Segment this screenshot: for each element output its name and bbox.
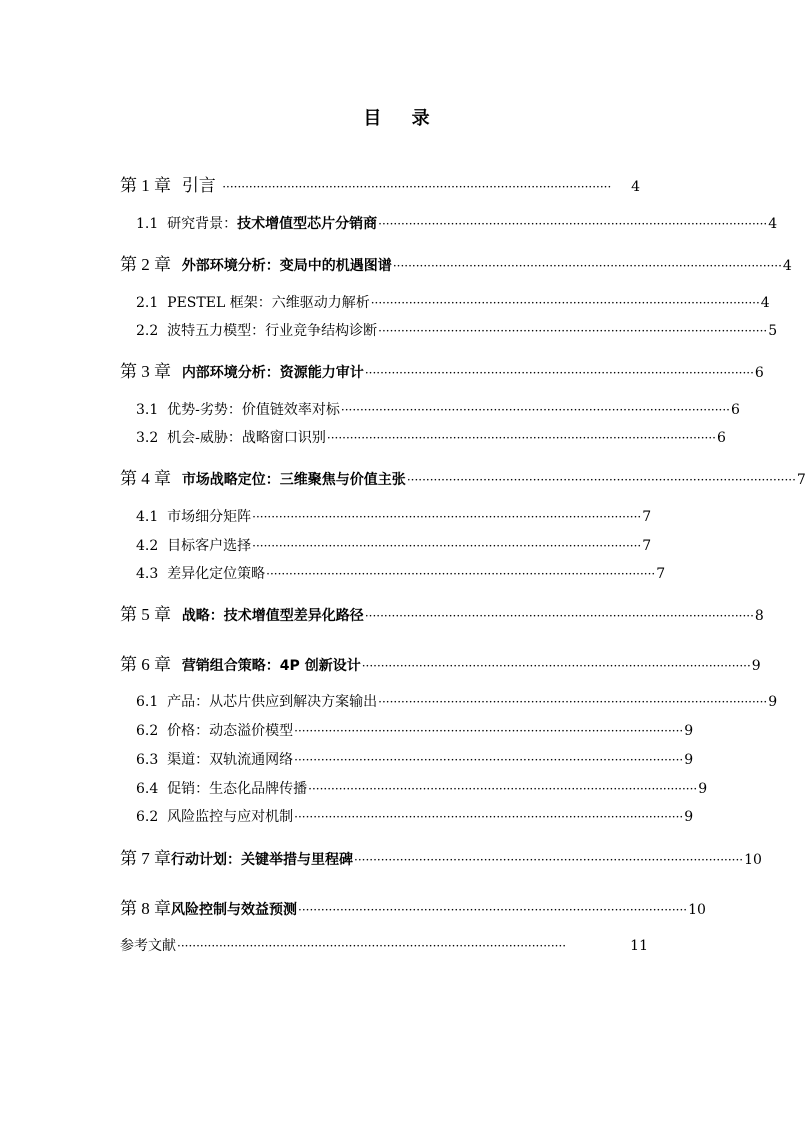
section-title: 渠道：双轨流通网络: [167, 752, 294, 768]
page-number: 6: [716, 430, 726, 446]
section-title: 机会-威胁：战略窗口识别: [167, 430, 326, 446]
toc-entry-section-6-2[interactable]: [136, 720, 694, 740]
page-number: 9: [768, 694, 778, 710]
toc-entry-chapter-8[interactable]: [120, 894, 706, 919]
section-number: 6.2: [136, 809, 159, 825]
section-title: PESTEL 框架：六维驱动力解析: [167, 295, 370, 311]
page-number: 9: [751, 658, 761, 674]
chapter-title: 内部环境分析：资源能力审计: [181, 365, 364, 381]
section-number: 4.2: [136, 538, 159, 554]
dot-leader: ······································································································: [378, 324, 768, 338]
section-title: 差异化定位策略: [167, 566, 266, 582]
entry-label: [120, 894, 297, 919]
entry-label: [136, 213, 377, 233]
entry-label: [120, 171, 221, 196]
section-number: 6.2: [136, 723, 159, 739]
dot-leader: ······································································································: [378, 217, 768, 231]
page-number: 8: [754, 608, 764, 624]
page-number: 7: [642, 509, 652, 525]
toc-entry-section-2-1[interactable]: [136, 292, 770, 312]
page-number: 11: [630, 938, 648, 954]
dot-leader: ······································································································: [406, 473, 796, 487]
dot-leader: ······································································································: [252, 510, 642, 524]
chapter-number: 第 5 章: [120, 605, 171, 624]
section-number: 6.3: [136, 752, 159, 768]
toc-entry-chapter-5[interactable]: [120, 600, 764, 625]
page-number: 7: [656, 566, 666, 582]
toc-entry-section-6-1[interactable]: [136, 691, 778, 711]
entry-label: [136, 778, 307, 798]
page-number: 6: [730, 402, 740, 418]
toc-entry-section-6-3[interactable]: [136, 749, 694, 769]
dot-leader: ······································································································: [308, 782, 698, 796]
dot-leader: ······································································································: [378, 695, 768, 709]
entry-label: [120, 650, 361, 675]
page-number: 4: [782, 258, 792, 274]
page-number: 4: [631, 179, 640, 195]
dot-leader: ······································································································: [364, 366, 754, 380]
chapter-number: 第 8 章: [120, 899, 171, 918]
section-number: 3.1: [136, 402, 159, 418]
entry-label: [136, 292, 370, 312]
toc-entry-section-6-2-risk[interactable]: [136, 806, 694, 826]
dot-leader: ······································································································: [252, 539, 642, 553]
dot-leader: ······································································································: [294, 753, 684, 767]
toc-entry-chapter-1[interactable]: [120, 171, 640, 196]
section-number: 2.1: [136, 295, 159, 311]
page-number: 10: [688, 902, 706, 918]
section-number: 4.3: [136, 566, 159, 582]
page-number: 9: [684, 752, 694, 768]
toc-entry-chapter-6[interactable]: [120, 650, 761, 675]
entry-label: [136, 320, 377, 340]
toc-entry-section-3-1[interactable]: [136, 399, 740, 419]
section-title: 价格：动态溢价模型: [167, 723, 294, 739]
chapter-number: 第 3 章: [120, 362, 171, 381]
dot-leader: ······································································································: [340, 403, 730, 417]
entry-label: [136, 563, 265, 583]
section-number: 6.4: [136, 781, 159, 797]
entry-label: [136, 506, 251, 526]
dot-leader: ······································································································: [354, 853, 744, 867]
page-number: 9: [684, 723, 694, 739]
entry-label: [136, 806, 293, 826]
chapter-title: 行动计划：关键举措与里程碑: [171, 852, 353, 868]
toc-entry-chapter-2[interactable]: [120, 250, 792, 275]
entry-label: [136, 749, 293, 769]
entry-label: [120, 935, 176, 955]
dot-leader: ······································································································: [294, 724, 684, 738]
toc-entry-references[interactable]: [120, 935, 648, 955]
entry-label: [136, 691, 377, 711]
page-number: 4: [768, 216, 778, 232]
chapter-title: 外部环境分析：变局中的机遇图谱: [181, 258, 392, 274]
toc-entry-section-1-1[interactable]: [136, 213, 778, 233]
chapter-title: 营销组合策略：4P 创新设计: [181, 658, 361, 674]
entry-label: [120, 250, 392, 275]
page-number: 4: [760, 295, 770, 311]
entry-label: [120, 464, 406, 489]
page-number: 9: [698, 781, 708, 797]
chapter-number: 第 4 章: [120, 469, 171, 488]
page-number: 6: [754, 365, 764, 381]
section-number: 2.2: [136, 323, 159, 339]
chapter-number: 第 2 章: [120, 255, 171, 274]
chapter-title: 市场战略定位：三维聚焦与价值主张: [181, 472, 406, 488]
references-title: 参考文献: [120, 938, 176, 954]
dot-leader: ······································································································: [294, 810, 684, 824]
section-number: 4.1: [136, 509, 159, 525]
page-number: 5: [768, 323, 778, 339]
toc-entry-section-4-2[interactable]: [136, 535, 652, 555]
dot-leader: ······································································································: [364, 609, 754, 623]
toc-entry-section-2-2[interactable]: [136, 320, 778, 340]
section-title: 促销：生态化品牌传播: [167, 781, 308, 797]
toc-entry-chapter-7[interactable]: [120, 844, 762, 869]
entry-label: [120, 357, 364, 382]
section-title: 产品：从芯片供应到解决方案输出: [167, 694, 378, 710]
dot-leader: ······································································································: [361, 659, 751, 673]
section-number: 6.1: [136, 694, 159, 710]
entry-label: [136, 535, 251, 555]
dot-leader: ······································································································: [222, 180, 612, 194]
section-prefix: 研究背景：: [167, 216, 238, 232]
dot-leader: ······································································································: [266, 567, 656, 581]
section-title: 风险监控与应对机制: [167, 809, 294, 825]
page-number: 7: [796, 472, 806, 488]
entry-label: [136, 427, 326, 447]
dot-leader: ······································································································: [326, 431, 716, 445]
page-number: 7: [642, 538, 652, 554]
page-number: 9: [684, 809, 694, 825]
chapter-title: 战略：技术增值型差异化路径: [181, 608, 364, 624]
toc-title: 目 录: [363, 108, 442, 129]
entry-label: [120, 844, 353, 869]
entry-label: [136, 720, 293, 740]
entry-label: [120, 600, 364, 625]
toc-entry-chapter-3[interactable]: [120, 357, 764, 382]
toc-entry-section-3-2[interactable]: [136, 427, 726, 447]
section-title: 市场细分矩阵: [167, 509, 252, 525]
dot-leader: ······································································································: [177, 939, 567, 953]
section-title: 优势-劣势：价值链效率对标: [167, 402, 340, 418]
dot-leader: ······································································································: [370, 296, 760, 310]
toc-entry-section-4-1[interactable]: [136, 506, 652, 526]
chapter-title: 引言: [181, 176, 216, 196]
section-number: 3.2: [136, 430, 159, 446]
toc-entry-chapter-4[interactable]: [120, 464, 806, 489]
section-title: 目标客户选择: [167, 538, 252, 554]
page-number: 10: [744, 852, 762, 868]
toc-entry-section-6-4[interactable]: [136, 778, 708, 798]
chapter-number: 第 1 章: [120, 176, 171, 195]
section-title: 技术增值型芯片分销商: [237, 216, 378, 232]
toc-entry-section-4-3[interactable]: [136, 563, 666, 583]
dot-leader: ······································································································: [298, 903, 688, 917]
chapter-number: 第 7 章: [120, 849, 171, 868]
section-title: 波特五力模型：行业竞争结构诊断: [167, 323, 378, 339]
dot-leader: ······································································································: [392, 259, 782, 273]
chapter-number: 第 6 章: [120, 655, 171, 674]
section-number: 1.1: [136, 216, 159, 232]
entry-label: [136, 399, 340, 419]
chapter-title: 风险控制与效益预测: [171, 902, 297, 918]
